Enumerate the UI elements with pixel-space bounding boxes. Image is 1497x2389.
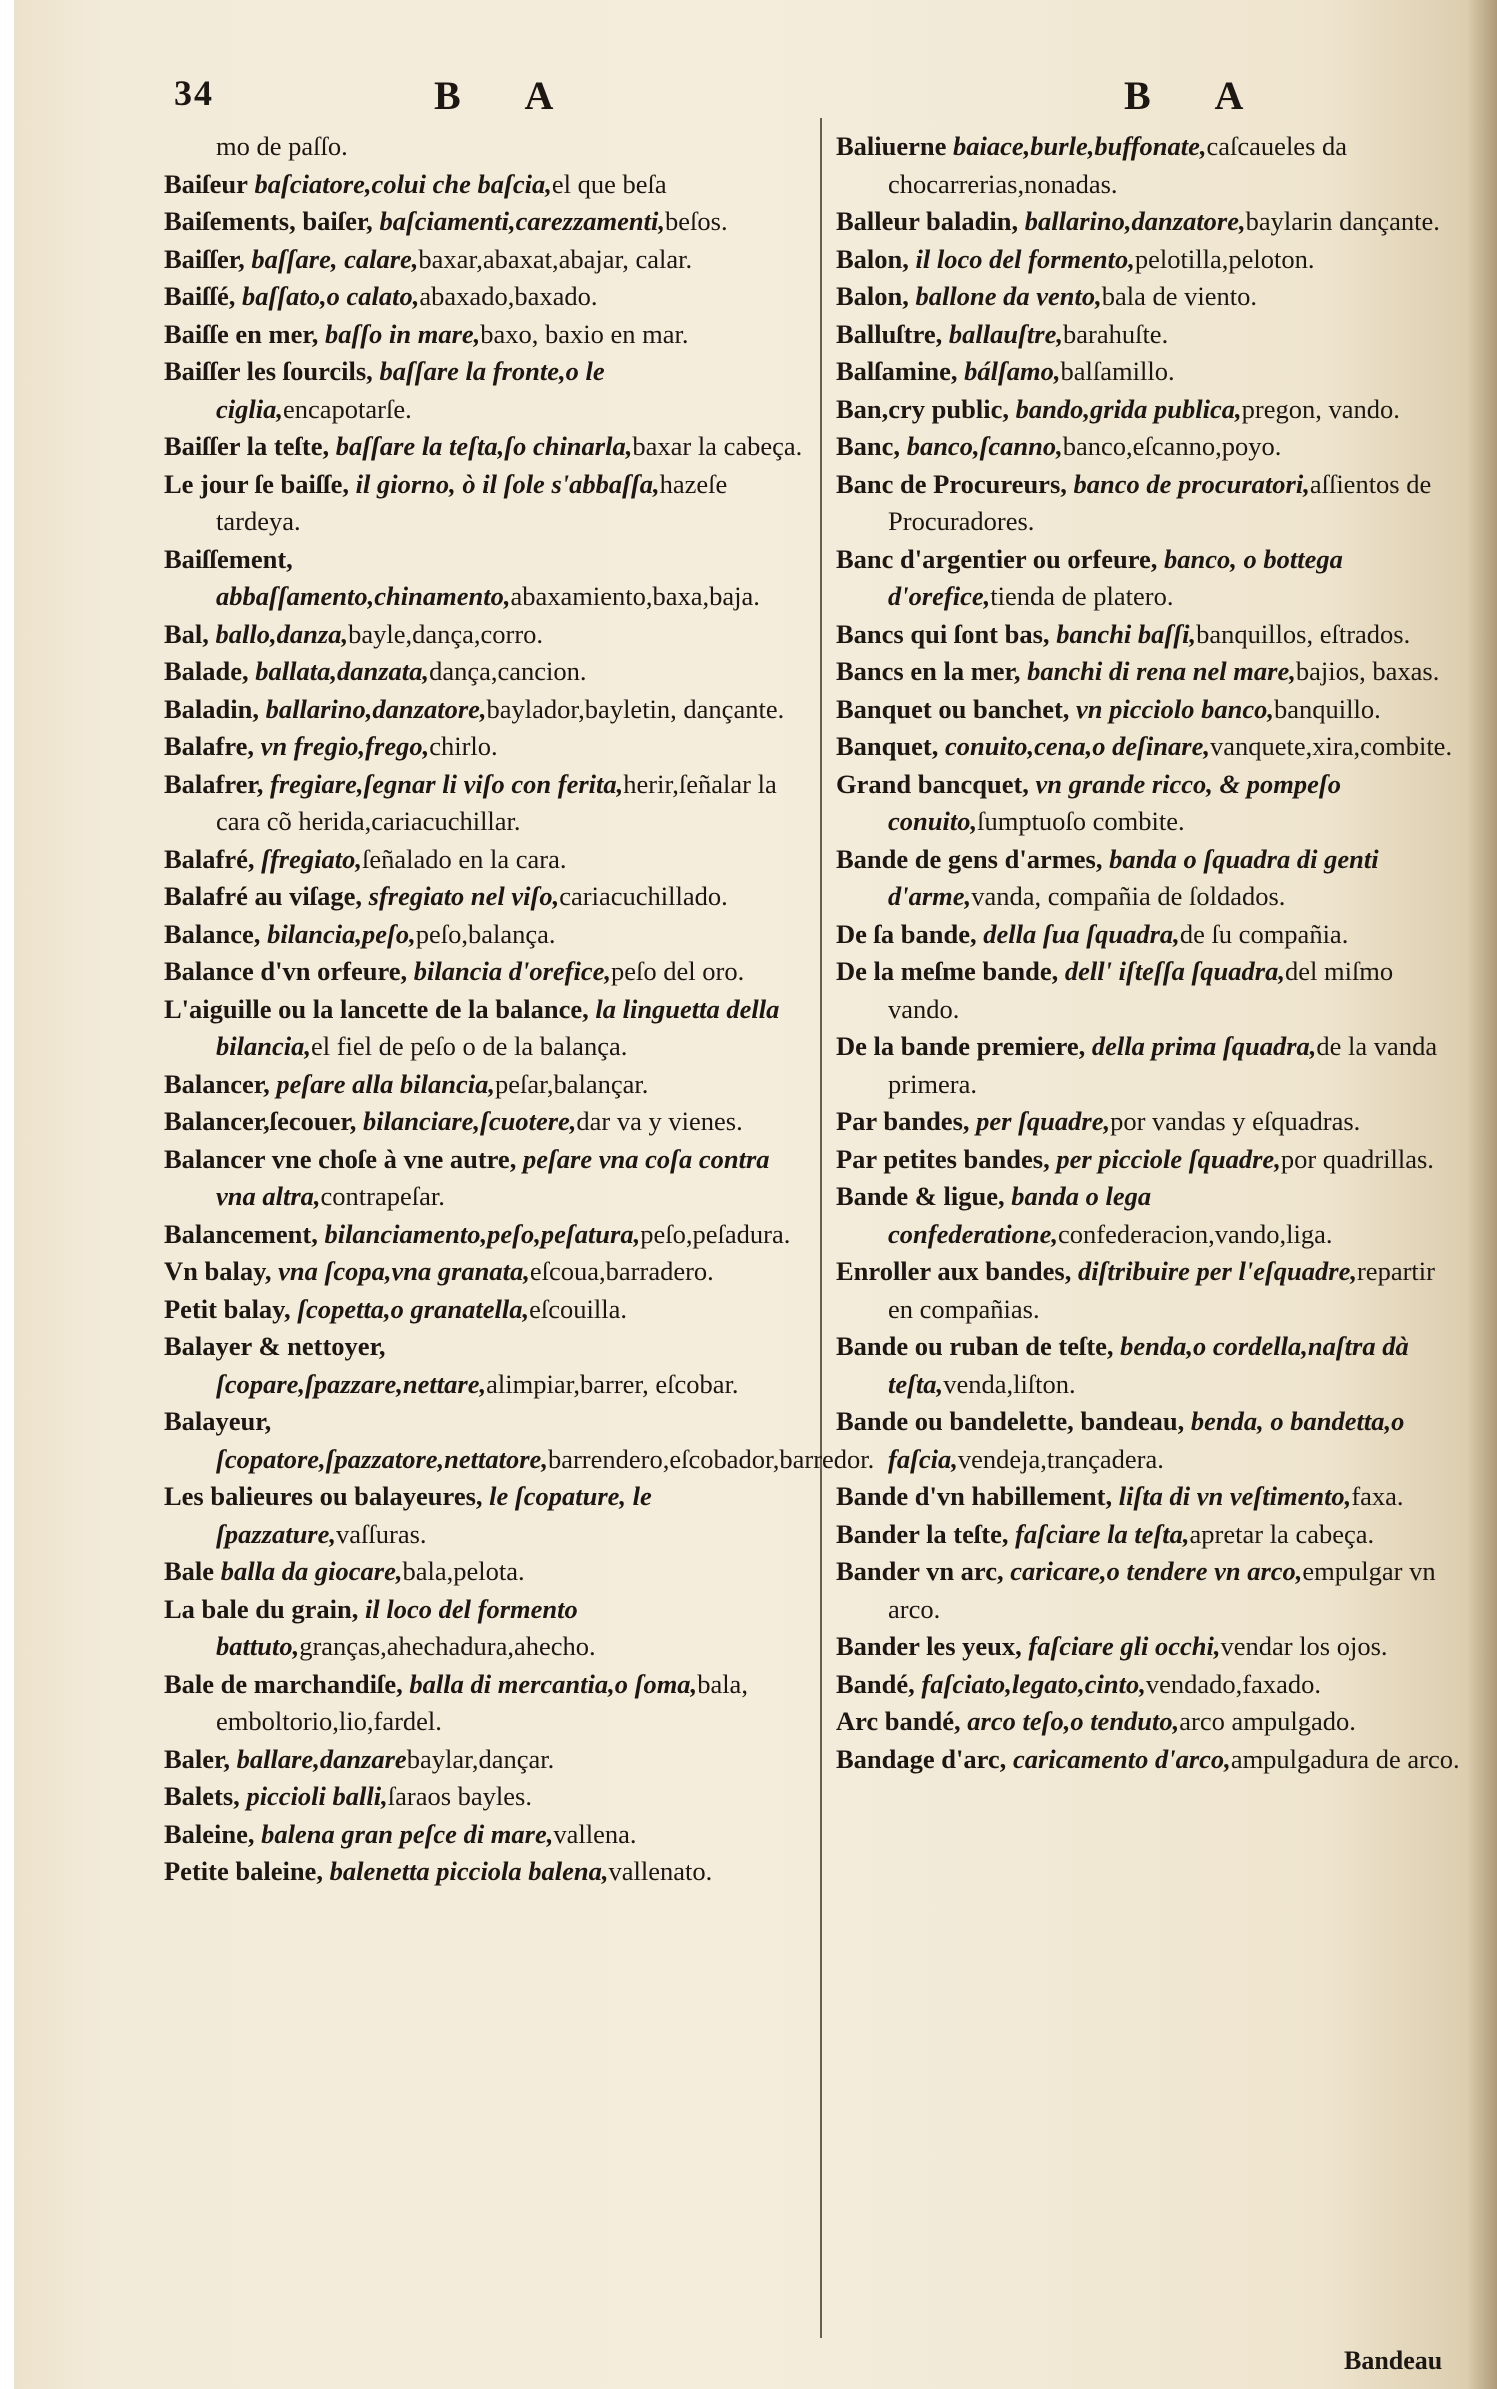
dictionary-entry	[836, 316, 1466, 354]
entry-italian: balla da giocare,	[220, 1556, 403, 1586]
entry-italian: la linguetta della bilancia,	[216, 993, 780, 1061]
entry-spanish: peſo,balança.	[415, 918, 556, 949]
dictionary-entry	[164, 1778, 804, 1816]
entry-spanish: baxar la cabeça.	[632, 431, 803, 461]
page-edge-shadow	[1467, 0, 1497, 2389]
entry-headword: Baladin,	[164, 693, 260, 724]
entry-spanish: alimpiar,barrer, eſcobar.	[486, 1368, 739, 1399]
entry-headword: Balafrer,	[164, 768, 264, 799]
entry-headword: Baleine,	[164, 1818, 255, 1849]
entry-headword: Banc,	[836, 431, 901, 461]
entry-spanish: abaxado,baxado.	[419, 281, 598, 311]
dictionary-entry	[164, 541, 804, 616]
entry-headword: Balluſtre,	[836, 318, 943, 349]
dictionary-entry	[164, 766, 804, 841]
entry-italian: ballo,danza,	[215, 618, 349, 649]
dictionary-entry	[836, 766, 1466, 841]
entry-italian: baſciamenti,carezzamenti,	[379, 206, 666, 236]
dictionary-entry	[836, 391, 1466, 429]
dictionary-entry	[836, 1141, 1466, 1179]
dictionary-entry	[836, 1253, 1466, 1328]
entry-headword: Bander la teſte,	[836, 1518, 1009, 1549]
entry-italian: abbaſſamento,chinamento,	[216, 581, 511, 611]
dictionary-entry	[164, 616, 804, 654]
entry-spanish: de la vanda primera.	[888, 1031, 1438, 1099]
entry-italian: sfregiato nel viſo,	[368, 881, 560, 911]
entry-headword: Banquet ou banchet,	[836, 693, 1070, 724]
entry-italian: vn picciolo banco,	[1076, 693, 1275, 724]
entry-headword: Enroller aux bandes,	[836, 1256, 1072, 1286]
entry-spanish: banquillos, eſtrados.	[1196, 618, 1411, 649]
entry-italian: il loco del formento,	[915, 243, 1135, 274]
entry-headword: Baler,	[164, 1743, 231, 1774]
entry-spanish: venda,liſton.	[943, 1368, 1076, 1399]
catchword: Bandeau	[1344, 2346, 1443, 2375]
dictionary-page	[14, 0, 1497, 2389]
entry-italian: baſciatore,colui che baſcia,	[254, 168, 552, 199]
entry-headword: Vn balay,	[164, 1256, 272, 1286]
entry-italian: caricamento d'arco,	[1012, 1743, 1231, 1774]
dictionary-entry	[164, 1328, 804, 1403]
entry-spanish: pregon, vando.	[1241, 393, 1400, 424]
entry-spanish: hazeſe tardeya.	[216, 468, 728, 536]
entry-headword: Baiſſé,	[164, 281, 236, 311]
entry-spanish: bala de viento.	[1101, 281, 1258, 311]
entry-italian: baſſo in mare,	[324, 318, 481, 349]
dictionary-entry	[164, 691, 804, 729]
entry-italian: ballauſtre,	[948, 318, 1063, 349]
entry-spanish: por vandas y eſquadras.	[1110, 1106, 1361, 1136]
dictionary-entry	[164, 841, 804, 879]
dictionary-entry	[164, 316, 804, 354]
dictionary-entry	[164, 166, 804, 204]
dictionary-entry	[164, 428, 804, 466]
dictionary-entry	[164, 1666, 804, 1741]
entry-italian: banco, o bottega d'orefice,	[888, 543, 1343, 611]
entry-headword: Grand bancquet,	[836, 768, 1029, 799]
entry-spanish: repartir en compañias.	[888, 1256, 1435, 1324]
entry-italian: balla di mercantia,o ſoma,	[409, 1668, 698, 1699]
entry-spanish: empulgar vn arco.	[888, 1556, 1436, 1624]
entry-headword: Banc de Procureurs,	[836, 468, 1067, 499]
entry-headword: Bande & ligue,	[836, 1181, 1005, 1211]
entry-headword: De la bande premiere,	[836, 1031, 1086, 1061]
entry-headword: Balets,	[164, 1781, 240, 1811]
entry-headword: Bale	[164, 1556, 215, 1586]
dictionary-entry	[836, 1741, 1466, 1779]
dictionary-entry	[836, 616, 1466, 654]
dictionary-entry	[836, 653, 1466, 691]
entry-headword: Le jour ſe baiſſe,	[164, 468, 349, 499]
entry-spanish: aſſientos de Procuradores.	[888, 468, 1432, 536]
dictionary-entry	[836, 1328, 1466, 1403]
dictionary-entry	[836, 1703, 1466, 1741]
entry-italian: della prima ſquadra,	[1091, 1031, 1317, 1061]
dictionary-entry	[836, 278, 1466, 316]
entry-italian: baſſare la fronte,o le ciglia,	[216, 356, 605, 424]
entry-spanish: banco,eſcanno,poyo.	[1062, 431, 1282, 461]
entry-headword: Baiſſer,	[164, 243, 245, 274]
dictionary-entry	[836, 1516, 1466, 1554]
entry-italian: faſciato,legato,cinto,	[921, 1668, 1146, 1699]
entry-spanish: vendeja,trançadera.	[957, 1443, 1164, 1474]
entry-italian: fregiare,ſegnar li viſo con ferita,	[270, 768, 624, 799]
dictionary-entry	[164, 991, 804, 1066]
entry-spanish: abaxamiento,baxa,baja.	[510, 581, 760, 611]
entry-italian: bando,grida publica,	[1015, 393, 1242, 424]
entry-spanish: vendado,faxado.	[1145, 1668, 1322, 1699]
entry-italian: liſta di vn veſtimento,	[1118, 1481, 1352, 1511]
dictionary-entry	[164, 128, 804, 166]
entry-italian: benda,o cordella,naſtra dà teſta,	[888, 1331, 1409, 1399]
entry-headword: Arc bandé,	[836, 1706, 961, 1736]
entry-spanish: vendar los ojos.	[1220, 1631, 1388, 1661]
entry-italian: ballone da vento,	[915, 281, 1102, 311]
column-rule	[820, 118, 822, 2338]
dictionary-entry	[836, 128, 1466, 203]
entry-italian: conuito,cena,o deſinare,	[944, 731, 1210, 761]
entry-headword: Balance d'vn orfeure,	[164, 956, 408, 986]
entry-headword: Balſamine,	[836, 356, 958, 386]
entry-italian: vn grande ricco, & pompeſo conuito,	[888, 768, 1341, 836]
dictionary-entry	[164, 1403, 875, 1478]
entry-spanish: vaſſuras.	[336, 1518, 427, 1549]
dictionary-entry	[836, 1403, 1466, 1478]
dictionary-entry	[164, 1066, 804, 1104]
entry-italian: ballare,danzare	[236, 1743, 407, 1774]
dictionary-entry	[164, 466, 804, 541]
entry-spanish: del miſmo vando.	[888, 956, 1394, 1024]
entry-italian: dell' iſteſſa ſquadra,	[1064, 956, 1285, 986]
dictionary-entry	[836, 1478, 1466, 1516]
entry-italian: ballata,danzata,	[255, 656, 430, 686]
dictionary-entry	[836, 428, 1466, 466]
dictionary-entry	[836, 541, 1466, 616]
entry-italian: baiace,burle,buffonate,	[953, 131, 1207, 161]
dictionary-entry	[164, 1816, 804, 1854]
entry-italian: baſſato,o calato,	[242, 281, 420, 311]
entry-italian: diſtribuire per l'eſquadre,	[1078, 1256, 1357, 1286]
entry-headword: Bande de gens d'armes,	[836, 843, 1103, 874]
entry-headword: Bande ou ruban de teſte,	[836, 1331, 1114, 1361]
entry-spanish: faxa.	[1351, 1481, 1404, 1511]
entry-spanish: bala, emboltorio,lio,fardel.	[216, 1668, 748, 1736]
entry-headword: Bandé,	[836, 1668, 915, 1699]
entry-spanish: caſcaueles da chocarrerias,nonadas.	[888, 131, 1348, 199]
entry-headword: Bande d'vn habillement,	[836, 1481, 1113, 1511]
entry-spanish: pelotilla,peloton.	[1134, 243, 1315, 274]
entry-spanish: ſeñalado en la cara.	[361, 843, 567, 874]
entry-headword: Bandage d'arc,	[836, 1743, 1007, 1774]
entry-spanish: eſcouilla.	[529, 1293, 627, 1324]
entry-spanish: ſumptuoſo combite.	[977, 806, 1185, 836]
entry-italian: peſare alla bilancia,	[276, 1068, 495, 1099]
entry-spanish: vanda, compañia de ſoldados.	[971, 881, 1286, 911]
entry-italian: bilanciamento,peſo,peſatura,	[324, 1218, 641, 1249]
dictionary-entry	[164, 653, 804, 691]
entry-spanish: vallenato.	[608, 1856, 713, 1886]
entry-headword: Baliuerne	[836, 131, 947, 161]
dictionary-entry	[836, 1028, 1466, 1103]
entry-spanish: baylar,dançar.	[406, 1743, 555, 1774]
entry-spanish: apretar la cabeça.	[1189, 1518, 1375, 1549]
entry-headword: Ban,cry public,	[836, 393, 1010, 424]
dictionary-entry	[836, 841, 1466, 916]
entry-headword: Par bandes,	[836, 1106, 970, 1136]
entry-spanish: vanquete,xira,combite.	[1209, 731, 1453, 761]
entry-italian: banchi baſſi,	[1056, 618, 1197, 649]
dictionary-entry	[836, 728, 1466, 766]
entry-spanish: tienda de platero.	[990, 581, 1174, 611]
dictionary-entry	[836, 241, 1466, 279]
entry-spanish: baylarin dançante.	[1245, 206, 1440, 236]
entry-spanish: cariacuchillado.	[559, 881, 728, 911]
running-head-right: B A	[1124, 73, 1272, 118]
entry-headword: Baiſſement,	[164, 543, 293, 574]
entry-headword: Balafré,	[164, 843, 255, 874]
dictionary-entry	[836, 203, 1466, 241]
entry-italian: peſare vna coſa contra vna altra,	[216, 1143, 770, 1211]
entry-headword: Petite baleine,	[164, 1856, 323, 1886]
entry-spanish: vallena.	[553, 1818, 637, 1849]
entry-italian: bilancia d'orefice,	[413, 956, 612, 986]
dictionary-entry	[836, 1666, 1466, 1704]
entry-headword: Balade,	[164, 656, 249, 686]
entry-italian: ballarino,danzatore,	[265, 693, 487, 724]
dictionary-entry	[836, 353, 1466, 391]
entry-italian: banchi di rena nel mare,	[1027, 656, 1296, 686]
entry-italian: faſciare gli occhi,	[1028, 1631, 1221, 1661]
entry-spanish: bajios, baxas.	[1295, 656, 1440, 686]
entry-headword: Balance,	[164, 918, 261, 949]
entry-italian: le ſcopature, le ſpazzature,	[216, 1481, 652, 1549]
entry-spanish: peſo del oro.	[611, 956, 745, 986]
entry-headword: Balancer vne choſe à vne autre,	[164, 1143, 517, 1174]
entry-italian: balenetta picciola balena,	[329, 1856, 609, 1886]
dictionary-entry	[836, 1553, 1466, 1628]
entry-headword: La bale du grain,	[164, 1593, 359, 1624]
entry-headword: De la meſme bande,	[836, 956, 1059, 986]
dictionary-entry	[836, 953, 1466, 1028]
dictionary-entry	[164, 916, 804, 954]
entry-italian: vna ſcopa,vna granata,	[278, 1256, 530, 1286]
entry-italian: ſfregiato,	[261, 843, 362, 874]
entry-italian: arco teſo,o tenduto,	[967, 1706, 1180, 1736]
entry-headword: Bal,	[164, 618, 209, 649]
dictionary-entry	[164, 878, 804, 916]
entry-italian: della ſua ſquadra,	[983, 918, 1180, 949]
entry-italian: bilancia,peſo,	[267, 918, 416, 949]
entry-spanish: el que beſa	[551, 168, 667, 199]
entry-spanish: bala,pelota.	[402, 1556, 525, 1586]
dictionary-entry	[164, 353, 804, 428]
entry-italian: per ſquadre,	[976, 1106, 1111, 1136]
entry-italian: vn fregio,frego,	[260, 731, 430, 761]
running-head-left: B A	[434, 73, 582, 118]
entry-italian: caricare,o tendere vn arco,	[1010, 1556, 1303, 1586]
entry-spanish: encapotarſe.	[282, 393, 412, 424]
entry-italian: banco,ſcanno,	[906, 431, 1063, 461]
entry-headword: Baiſements, baiſer,	[164, 206, 373, 236]
dictionary-entry	[164, 1478, 804, 1553]
entry-headword: L'aiguille ou la lancette de la balance,	[164, 993, 589, 1024]
entry-spanish: mo de paſſo.	[216, 131, 348, 161]
entry-spanish: beſos.	[665, 206, 728, 236]
dictionary-entry	[164, 1141, 804, 1216]
dictionary-entry	[164, 1553, 804, 1591]
entry-spanish: confederacion,vando,liga.	[1058, 1218, 1333, 1249]
dictionary-entry	[164, 1291, 804, 1329]
entry-spanish: chirlo.	[429, 731, 498, 761]
entry-spanish: ampulgadura de arco.	[1230, 1743, 1460, 1774]
entry-spanish: barahuſte.	[1062, 318, 1169, 349]
entry-spanish: peſo,peſadura.	[640, 1218, 791, 1249]
entry-headword: Baiſſer la teſte,	[164, 431, 330, 461]
entry-italian: ſcopetta,o granatella,	[297, 1293, 530, 1324]
entry-spanish: ſaraos bayles.	[387, 1781, 532, 1811]
entry-spanish: peſar,balançar.	[495, 1068, 649, 1099]
entry-headword: Bander les yeux,	[836, 1631, 1022, 1661]
entry-italian: il loco del formento battuto,	[216, 1593, 578, 1661]
entry-italian: per picciole ſquadre,	[1056, 1143, 1281, 1174]
entry-italian: faſciare la teſta,	[1015, 1518, 1190, 1549]
entry-headword: Banquet,	[836, 731, 939, 761]
entry-italian: ſcopare,ſpazzare,nettare,	[216, 1368, 487, 1399]
dictionary-entry	[836, 1178, 1466, 1253]
entry-italian: banda o ſquadra di genti d'arme,	[888, 843, 1379, 911]
entry-headword: Balayeur,	[164, 1406, 272, 1436]
dictionary-entry	[164, 1216, 804, 1254]
entry-spanish: dança,cancion.	[429, 656, 587, 686]
dictionary-entry	[836, 691, 1466, 729]
entry-italian: ballarino,danzatore,	[1024, 206, 1246, 236]
dictionary-entry	[836, 466, 1466, 541]
entry-italian: il giorno, ò il ſole s'abbaſſa,	[355, 468, 660, 499]
entry-italian: baſſare la teſta,ſo chinarla,	[335, 431, 633, 461]
entry-italian: piccioli balli,	[246, 1781, 388, 1811]
entry-spanish: bayle,dança,corro.	[348, 618, 544, 649]
dictionary-entry	[164, 1741, 804, 1779]
entry-headword: Bande ou bandelette, bandeau,	[836, 1406, 1185, 1436]
dictionary-entry	[836, 916, 1466, 954]
dictionary-entry	[836, 1628, 1466, 1666]
entry-headword: Bancs qui ſont bas,	[836, 618, 1050, 649]
entry-spanish: barrendero,eſcobador,barredor.	[547, 1443, 875, 1474]
entry-headword: Baiſeur	[164, 168, 248, 199]
entry-italian: ſcopatore,ſpazzatore,nettatore,	[216, 1443, 548, 1474]
dictionary-entry	[164, 1253, 804, 1291]
entry-headword: Petit balay,	[164, 1293, 291, 1324]
page-number: 34	[174, 73, 214, 113]
dictionary-entry	[164, 241, 804, 279]
entry-headword: Par petites bandes,	[836, 1143, 1050, 1174]
entry-spanish: contrapeſar.	[320, 1181, 445, 1211]
entry-headword: Balon,	[836, 281, 909, 311]
entry-headword: De ſa bande,	[836, 918, 977, 949]
entry-italian: bilanciare,ſcuotere,	[362, 1106, 577, 1136]
entry-spanish: balſamillo.	[1060, 356, 1175, 386]
entry-spanish: granças,ahechadura,ahecho.	[299, 1631, 596, 1661]
entry-italian: banda o lega confederatione,	[888, 1181, 1152, 1249]
entry-spanish: dar va y vienes.	[576, 1106, 743, 1136]
entry-headword: Baiſſe en mer,	[164, 318, 319, 349]
entry-spanish: de ſu compañia.	[1179, 918, 1349, 949]
entry-spanish: arco ampulgado.	[1179, 1706, 1356, 1736]
entry-spanish: baxar,abaxat,abajar, calar.	[418, 243, 693, 274]
dictionary-entry	[164, 203, 804, 241]
entry-headword: Bancs en la mer,	[836, 656, 1021, 686]
dictionary-entry	[164, 1853, 804, 1891]
dictionary-entry	[164, 953, 804, 991]
dictionary-entry	[164, 1591, 804, 1666]
entry-headword: Balleur baladin,	[836, 206, 1019, 236]
entry-spanish: baxo, baxio en mar.	[480, 318, 689, 349]
entry-headword: Bale de marchandiſe,	[164, 1668, 403, 1699]
entry-spanish: por quadrillas.	[1280, 1143, 1434, 1174]
entry-italian: banco de procuratori,	[1073, 468, 1310, 499]
entry-italian: benda, o bandetta,o faſcia,	[888, 1406, 1405, 1474]
entry-headword: Balancer,	[164, 1068, 270, 1099]
right-column	[836, 128, 1466, 1778]
entry-headword: Balon,	[836, 243, 909, 274]
dictionary-entry	[164, 728, 804, 766]
entry-spanish: eſcoua,barradero.	[529, 1256, 714, 1286]
entry-headword: Balafre,	[164, 731, 255, 761]
page-margin	[0, 0, 14, 2389]
entry-headword: Balancement,	[164, 1218, 318, 1249]
entry-headword: Baiſſer les ſourcils,	[164, 356, 373, 386]
dictionary-entry	[164, 1103, 804, 1141]
entry-spanish: herir,ſeñalar la cara cõ herida,cariacuchillar.	[216, 768, 777, 836]
entry-headword: Bander vn arc,	[836, 1556, 1004, 1586]
entry-spanish: el fiel de peſo o de la balança.	[310, 1031, 628, 1061]
entry-italian: bálſamo,	[964, 356, 1061, 386]
entry-italian: balena gran peſce di mare,	[261, 1818, 554, 1849]
dictionary-entry	[836, 1103, 1466, 1141]
entry-headword: Banc d'argentier ou orfeure,	[836, 543, 1158, 574]
entry-headword: Balancer,ſecouer,	[164, 1106, 357, 1136]
dictionary-entry	[164, 278, 804, 316]
entry-headword: Balayer & nettoyer,	[164, 1331, 386, 1361]
entry-spanish: banquillo.	[1274, 693, 1381, 724]
entry-headword: Balafré au viſage,	[164, 881, 362, 911]
entry-spanish: baylador,bayletin, dançante.	[486, 693, 785, 724]
entry-headword: Les balieures ou balayeures,	[164, 1481, 483, 1511]
entry-italian: baſſare, calare,	[251, 243, 419, 274]
